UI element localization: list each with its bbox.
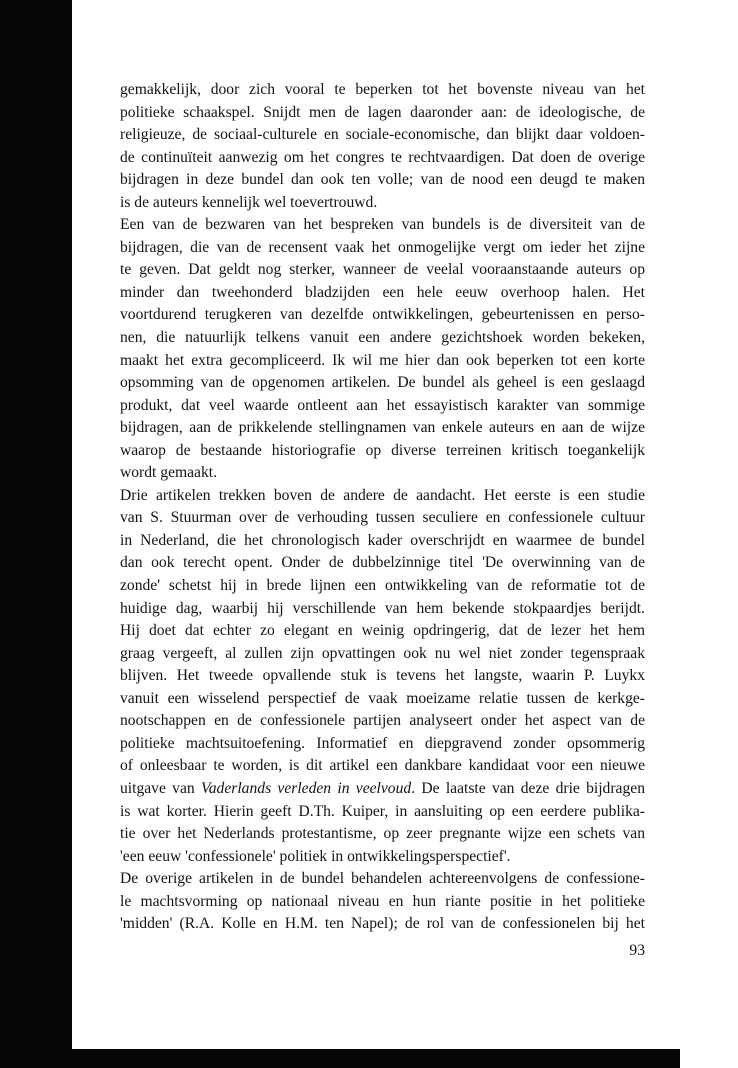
body-text [120, 79, 645, 936]
text-line: waarop de bestaande historiografie op diverse terreinen kritisch toegankelijk [120, 441, 645, 459]
text-line: is de auteurs kennelijk wel toevertrouwd. [120, 193, 378, 211]
text-line: te geven. Dat geldt nog sterker, wanneer de veelal vooraanstaande auteurs op [120, 261, 645, 279]
text-line: le machtsvorming op nationaal niveau en hun riante positie in het politieke [120, 892, 645, 910]
text-segment: uitgave van [120, 779, 201, 797]
text-line: nen, die natuurlijk telkens vanuit een andere gezichtshoek worden bekeken, [120, 329, 645, 347]
text-line: religieuze, de sociaal-culturele en sociale-economische, dan blijkt daar voldoen- [120, 126, 645, 144]
text-line: wordt gemaakt. [120, 464, 217, 482]
text-line: bijdragen in deze bundel dan ook ten volle; van de nood een deugd te maken [120, 171, 645, 189]
text-line: Drie artikelen trekken boven de andere de aandacht. Het eerste is een studie [120, 486, 645, 504]
text-line: dan ook terecht opent. Onder de dubbelzinnige titel 'De overwinning van de [120, 554, 645, 572]
text-line: of onleesbaar te worden, is dit artikel een dankbare kandidaat voor een nieuwe [120, 757, 645, 775]
text-line: opsomming van de opgenomen artikelen. De bundel als geheel is een geslaagd [120, 374, 645, 392]
text-line: bijdragen, die van de recensent vaak het onmogelijke vergt om ieder het zijne [120, 238, 645, 256]
text-line: de continuïteit aanwezig om het congres te rechtvaardigen. Dat doen de overige [120, 148, 645, 166]
book-title-italic: Vaderlands verleden in veelvoud [200, 779, 412, 797]
text-line: in Nederland, die het chronologisch kader overschrijdt en waarmee de bundel [120, 531, 645, 549]
text-line: tie over het Nederlands protestantisme, op zeer pregnante wijze een schets van [120, 825, 645, 843]
text-line: voortdurend terugkeren van dezelfde ontwikkelingen, gebeurtenissen en perso- [120, 306, 645, 324]
scan-border-bottom [0, 1049, 680, 1068]
text-line: produkt, dat veel waarde ontleent aan het essayistisch karakter van sommige [120, 396, 645, 414]
text-line: huidige dag, waarbij hij verschillende van hem bekende stokpaardjes berijdt. [120, 599, 645, 617]
text-line: Een van de bezwaren van het bespreken van bundels is de diversiteit van de [120, 216, 645, 234]
text-line: van S. Stuurman over de verhouding tussen seculiere en confessionele cultuur [120, 509, 645, 527]
text-line: Hij doet dat echter zo elegant en weinig opdringerig, dat de lezer het hem [120, 622, 645, 640]
text-line: is wat korter. Hierin geeft D.Th. Kuiper, in aansluiting op een eerdere publika- [120, 802, 645, 820]
text-line: 'midden' (R.A. Kolle en H.M. ten Napel); de rol van de confessionelen bij het [120, 915, 645, 933]
text-line: gemakkelijk, door zich vooral te beperken tot het bovenste niveau van het [120, 81, 645, 98]
document-page [72, 0, 738, 1049]
text-line: De overige artikelen in de bundel behandelen achtereenvolgens de confessione- [120, 870, 645, 888]
text-line: nootschappen en de confessionele partijen analyseert onder het aspect van de [120, 712, 645, 730]
text-line: maakt het extra gecompliceerd. Ik wil me hier dan ook beperken tot een korte [120, 351, 645, 369]
text-line: graag vergeeft, al zullen zijn opvattingen ook nu wel niet zonder tegenspraak [120, 644, 645, 662]
text-line: minder dan tweehonderd bladzijden een hele eeuw overhoop halen. Het [120, 283, 645, 301]
text-line: zonde' schetst hij in brede lijnen een ontwikkeling van de reformatie tot de [120, 577, 645, 595]
text-line: blijven. Het tweede opvallende stuk is tevens het langste, waarin P. Luykx [120, 667, 645, 685]
text-line: bijdragen, aan de prikkelende stellingnamen van enkele auteurs en aan de wijze [120, 419, 645, 437]
text-line-with-italic-title [120, 778, 645, 801]
scan-border-left [0, 0, 72, 1068]
text-line: politieke machtsuitoefening. Informatief en diepgravend zonder opsommerig [120, 734, 645, 752]
text-line: vanuit een wisselend perspectief de vaak moeizame relatie tussen de kerkge- [120, 689, 645, 707]
text-line: 'een eeuw 'confessionele' politiek in ontwikkelingsperspectief'. [120, 847, 511, 865]
text-line: politieke schaakspel. Snijdt men de lagen daaronder aan: de ideologische, de [120, 103, 645, 121]
text-segment: . De laatste van deze drie bijdragen [411, 779, 645, 797]
page-number: 93 [629, 942, 645, 959]
